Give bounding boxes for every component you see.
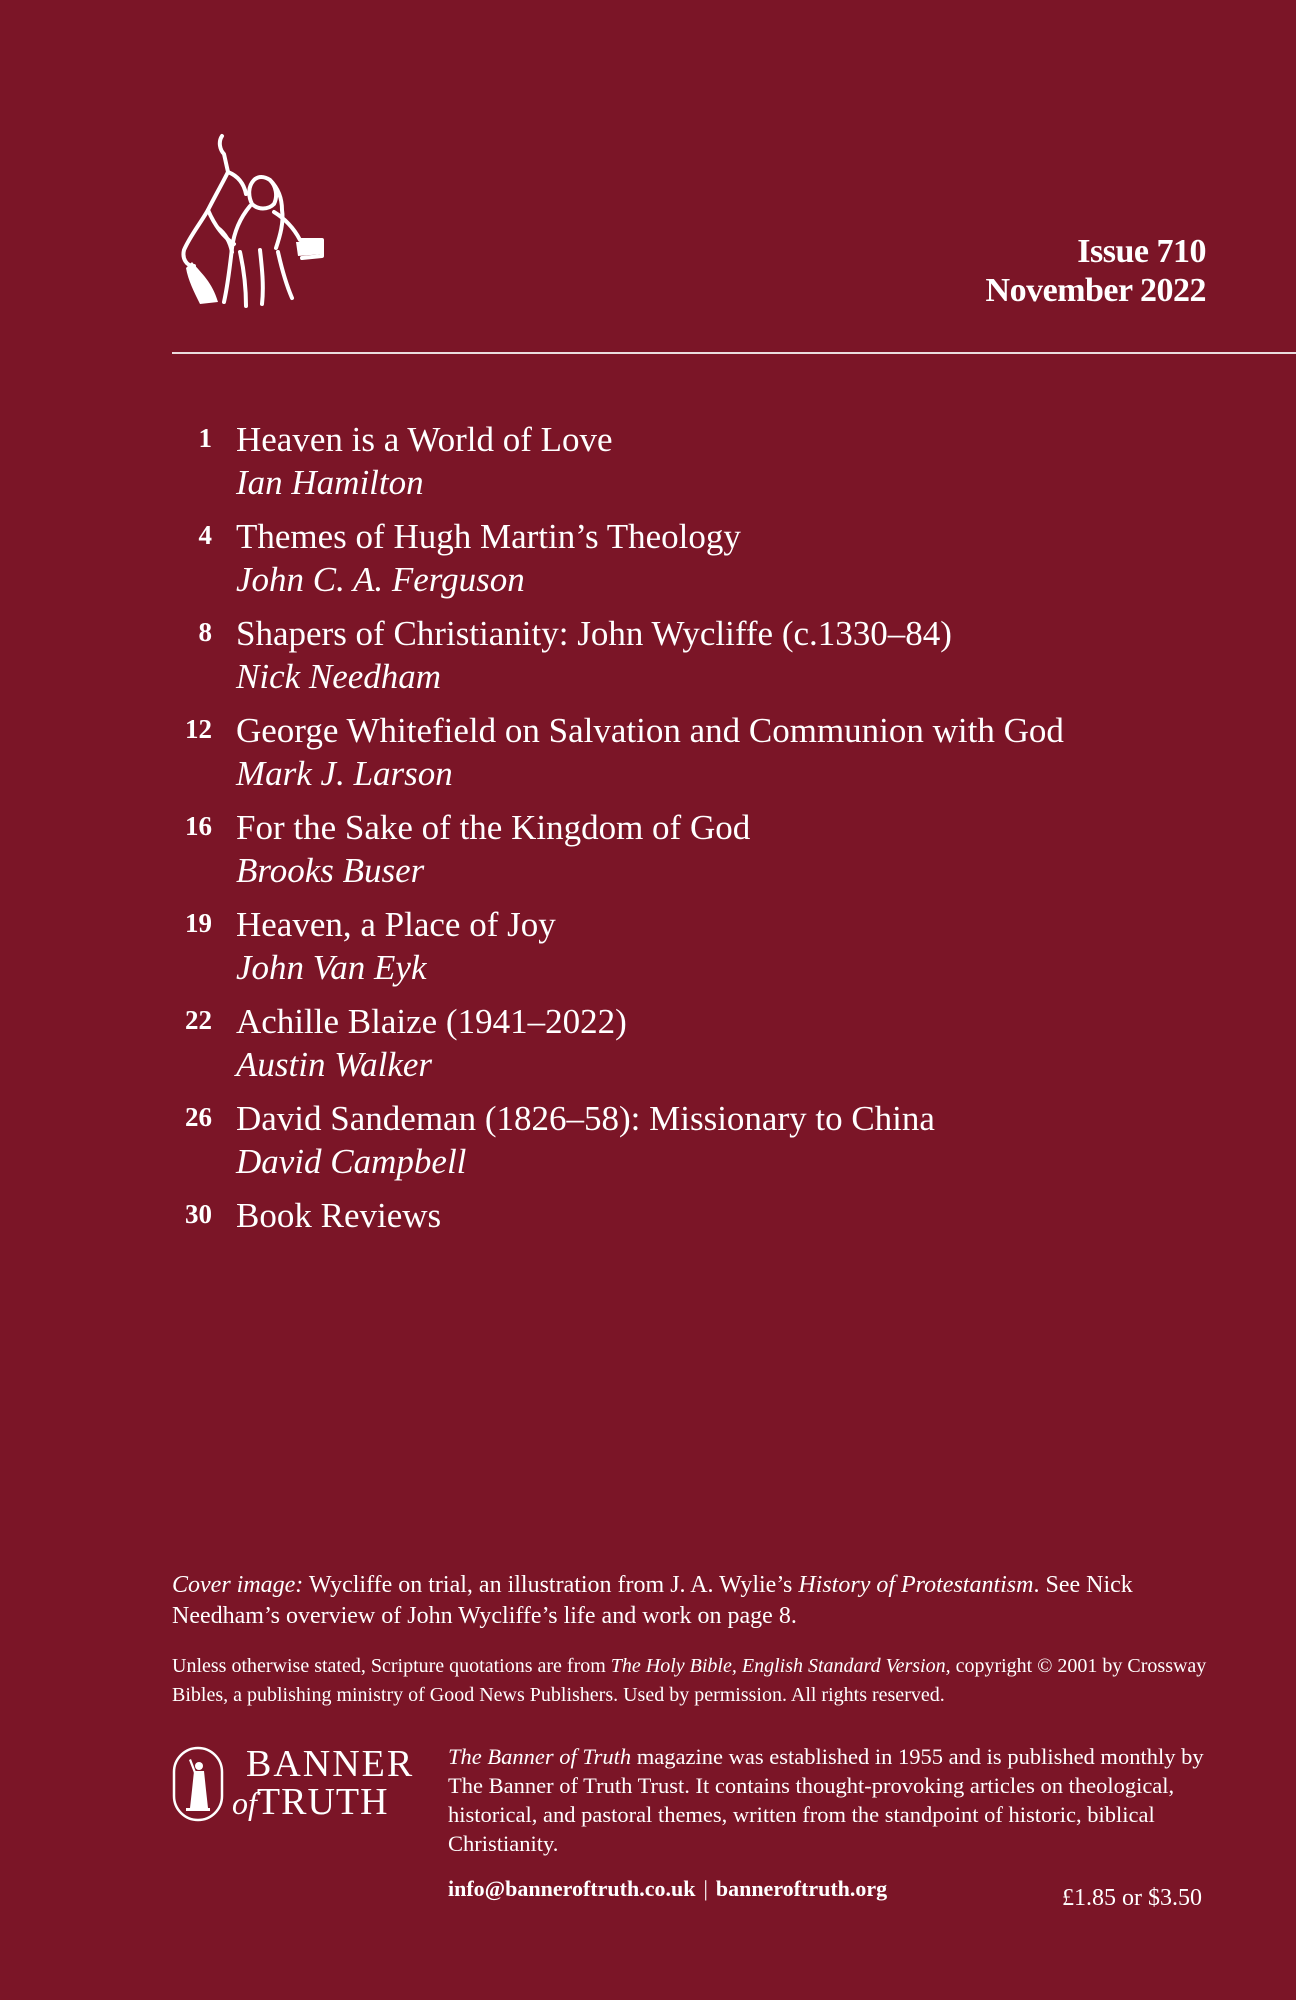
banner-emblem-icon	[172, 1746, 224, 1822]
toc-article-author: John C. A. Ferguson	[236, 560, 525, 599]
toc-entry	[172, 806, 1172, 892]
toc-entry	[172, 515, 1172, 601]
scripture-note-text-a: Unless otherwise stated, Scripture quotations are from	[172, 1655, 611, 1677]
banner-logo-truth-text: TRUTH	[256, 1781, 389, 1823]
contact-separator: |	[703, 1876, 708, 1901]
cover-note-text-a: Wycliffe on trial, an illustration from J. A. Wylie’s	[303, 1572, 799, 1598]
toc-page-number: 1	[198, 423, 212, 453]
toc-article-author: John Van Eyk	[236, 948, 427, 987]
table-of-contents	[172, 418, 1172, 1248]
preacher-figure-logo	[178, 132, 328, 310]
toc-article-title: Heaven is a World of Love	[236, 420, 613, 459]
toc-article-title: Shapers of Christianity: John Wycliffe (c.1330–84)	[236, 614, 952, 653]
magazine-name: The Banner of Truth	[448, 1744, 632, 1769]
cover-note-text-b: . See Nick Needham’s overview of John Wycliffe’s life and work on page 8.	[172, 1572, 1133, 1629]
toc-entry	[172, 612, 1172, 698]
toc-page-number: 8	[198, 617, 212, 647]
cover-note-label: Cover image:	[172, 1572, 304, 1598]
banner-logo-word-banner: BANNER	[246, 1743, 415, 1785]
banner-logo-word-truth	[232, 1780, 389, 1825]
toc-entry	[172, 418, 1172, 504]
toc-article-title: Themes of Hugh Martin’s Theology	[236, 517, 741, 556]
issue-number: Issue 710	[1077, 233, 1206, 270]
scripture-note-text-b: copyright © 2001 by Crossway Bibles, a publishing ministry of Good News Publishers. Used by permission. All rights reserved.	[172, 1655, 1207, 1706]
contact-email-link[interactable]: info@banneroftruth.co.uk	[448, 1876, 696, 1901]
toc-page-number: 12	[185, 714, 212, 744]
contact-line	[448, 1876, 887, 1902]
website-link[interactable]: banneroftruth.org	[715, 1876, 888, 1901]
toc-article-title: David Sandeman (1826–58): Missionary to China	[236, 1099, 935, 1138]
toc-entry	[172, 709, 1172, 795]
banner-of-truth-logo	[172, 1744, 422, 1824]
cover-image-note	[172, 1570, 1192, 1632]
toc-page-number: 19	[185, 908, 212, 938]
toc-page-number: 22	[185, 1005, 212, 1035]
toc-entry	[172, 903, 1172, 989]
toc-article-title: Book Reviews	[236, 1196, 442, 1235]
scripture-version-title: The Holy Bible, English Standard Version,	[610, 1655, 951, 1677]
magazine-description-text: magazine was established in 1955 and is published monthly by The Banner of Truth Trust. It contains thought-provoking articles on theological, historical, and pastoral themes, written from the standpoint of historic, biblical Christianity.	[448, 1744, 1204, 1856]
toc-entry	[172, 1000, 1172, 1086]
toc-entry	[172, 1097, 1172, 1183]
toc-article-title: For the Sake of the Kingdom of God	[236, 808, 751, 847]
issue-date: November 2022	[985, 272, 1206, 309]
toc-page-number: 16	[185, 811, 212, 841]
banner-logo-word-of: of	[232, 1785, 257, 1821]
toc-article-title: Heaven, a Place of Joy	[236, 905, 556, 944]
magazine-description	[448, 1742, 1228, 1858]
toc-page-number: 30	[185, 1199, 212, 1229]
toc-article-author: David Campbell	[236, 1142, 467, 1181]
toc-article-author: Brooks Buser	[236, 851, 425, 890]
toc-article-author: Mark J. Larson	[236, 754, 453, 793]
price-label: £1.85 or $3.50	[1062, 1885, 1202, 1911]
toc-article-author: Nick Needham	[236, 657, 442, 696]
toc-article-author: Austin Walker	[236, 1045, 433, 1084]
toc-entry	[172, 1194, 1172, 1237]
scripture-permission-note	[172, 1652, 1232, 1710]
toc-article-title: Achille Blaize (1941–2022)	[236, 1002, 627, 1041]
toc-article-author: Ian Hamilton	[236, 463, 424, 502]
toc-page-number: 4	[198, 520, 212, 550]
toc-article-title: George Whitefield on Salvation and Communion with God	[236, 711, 1064, 750]
header-divider	[172, 352, 1296, 354]
cover-note-book-title: History of Protestantism	[798, 1572, 1034, 1598]
issue-info	[986, 232, 1206, 310]
toc-page-number: 26	[185, 1102, 212, 1132]
